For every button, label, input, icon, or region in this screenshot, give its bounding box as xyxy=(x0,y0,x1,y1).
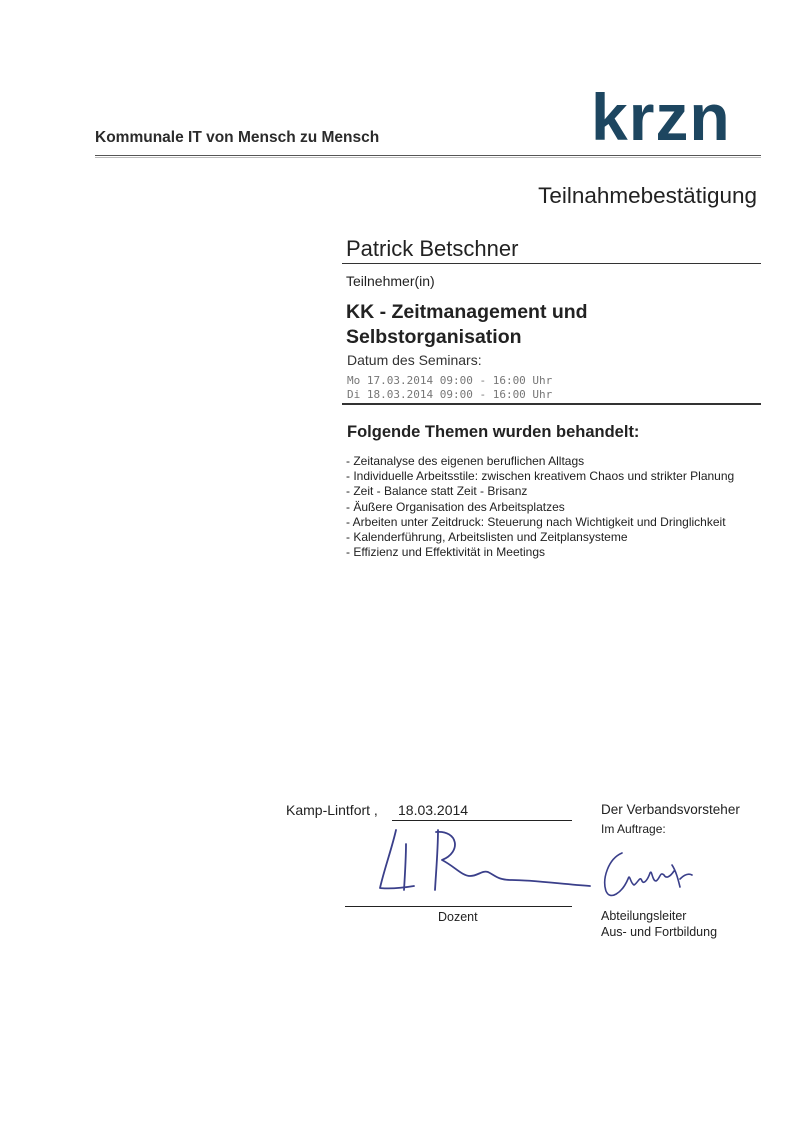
instructor-label: Dozent xyxy=(438,910,478,924)
topic-item: - Zeitanalyse des eigenen beruflichen Alltags xyxy=(346,454,585,468)
krzn-logo xyxy=(589,88,761,144)
instructor-signature xyxy=(372,826,594,902)
signature-line xyxy=(345,906,572,907)
topic-item: - Kalenderführung, Arbeitslisten und Zeitplansysteme xyxy=(346,530,628,545)
topic-item: - Äußere Organisation des Arbeitsplatzes xyxy=(346,499,565,514)
topic-item: - Zeit - Balance statt Zeit - Brisanz xyxy=(346,484,528,499)
topics-list xyxy=(346,454,746,560)
signing-date: 18.03.2014 xyxy=(398,802,469,818)
signing-place: Kamp-Lintfort , xyxy=(286,802,378,818)
department-name: Aus- und Fortbildung xyxy=(601,925,718,939)
department-head-title: Abteilungsleiter xyxy=(601,909,687,923)
name-divider xyxy=(342,263,761,264)
seminar-date-label: Datum des Seminars: xyxy=(347,352,482,368)
seminar-date-line: Di 18.03.2014 09:00 - 16:00 Uhr xyxy=(347,388,553,401)
document-title: Teilnahmebestätigung xyxy=(538,183,757,208)
participant-role: Teilnehmer(in) xyxy=(346,273,435,289)
chair-signature xyxy=(600,843,695,901)
participant-name: Patrick Betschner xyxy=(346,236,519,261)
topic-item: - Effizienz und Effektivität in Meetings xyxy=(346,545,545,560)
organization-tagline: Kommunale IT von Mensch zu Mensch xyxy=(95,129,380,146)
seminar-date-line: Mo 17.03.2014 09:00 - 16:00 Uhr xyxy=(347,374,553,387)
chair-title: Der Verbandsvorsteher xyxy=(601,802,740,817)
topics-heading: Folgende Themen wurden behandelt: xyxy=(347,423,640,441)
course-title: KK - Zeitmanagement und Selbstorganisation xyxy=(346,301,588,348)
date-line xyxy=(392,820,572,821)
seminar-dates xyxy=(347,374,552,402)
header-divider xyxy=(95,155,761,156)
logo-text: krzn xyxy=(591,88,731,144)
chair-subtitle: Im Auftrage: xyxy=(601,822,666,836)
topic-item: - Arbeiten unter Zeitdruck: Steuerung nach Wichtigkeit und Dringlichkeit xyxy=(346,514,726,529)
course-divider xyxy=(342,403,761,405)
topic-item: - Individuelle Arbeitsstile: zwischen kreativem Chaos und strikter Planung xyxy=(346,469,735,484)
header-divider-shadow xyxy=(95,157,761,158)
